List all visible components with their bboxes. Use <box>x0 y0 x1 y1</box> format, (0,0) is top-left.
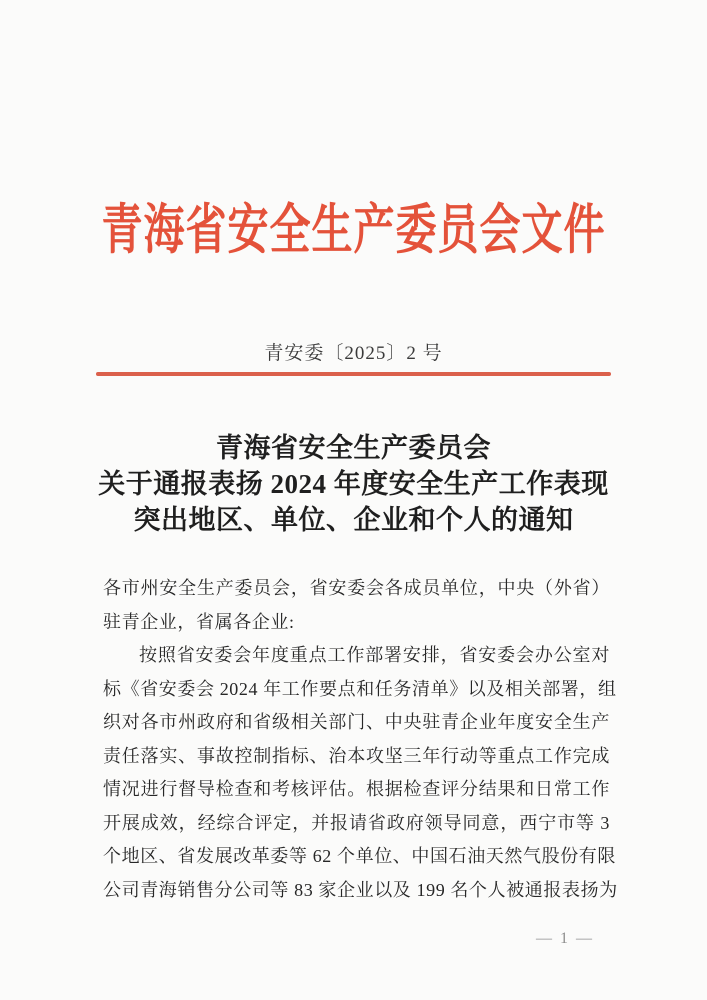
body-line: 个地区、省发展改革委等 62 个单位、中国石油天然气股份有限 <box>103 846 616 866</box>
document-title-line-1: 青海省安全生产委员会 <box>216 433 491 463</box>
document-title-line-3: 突出地区、单位、企业和个人的通知 <box>133 505 574 535</box>
letterhead-title: 青海省安全生产委员会文件 <box>101 199 606 260</box>
body-line: 开展成效，经综合评定，并报请省政府领导同意，西宁市等 3 <box>103 812 610 833</box>
body-line: 织对各市州政府和省级相关部门、中央驻青企业年度安全生产 <box>103 712 610 732</box>
document-body <box>103 572 618 907</box>
body-line: 驻青企业，省属各企业: <box>103 611 295 632</box>
document-number: 青安委〔2025〕2 号 <box>264 343 443 364</box>
red-divider-rule <box>96 372 611 376</box>
document-title <box>60 430 647 538</box>
page-number: — 1 — <box>536 930 594 947</box>
body-line: 各市州安全生产委员会，省安委会各成员单位，中央（外省） <box>103 578 610 598</box>
document-title-line-2: 关于通报表扬 2024 年度安全生产工作表现 <box>98 469 609 499</box>
body-line: 责任落实、事故控制指标、治本攻坚三年行动等重点工作完成 <box>103 745 610 766</box>
body-line: 公司青海销售分公司等 83 家企业以及 199 名个人被通报表扬为 <box>103 879 618 900</box>
body-line: 情况进行督导检查和考核评估。根据检查评分结果和日常工作 <box>103 779 610 799</box>
body-line: 标《省安委会 2024 年工作要点和任务清单》以及相关部署，组 <box>103 678 617 699</box>
body-line: 按照省安委会年度重点工作部署安排，省安委会办公室对 <box>139 645 610 665</box>
